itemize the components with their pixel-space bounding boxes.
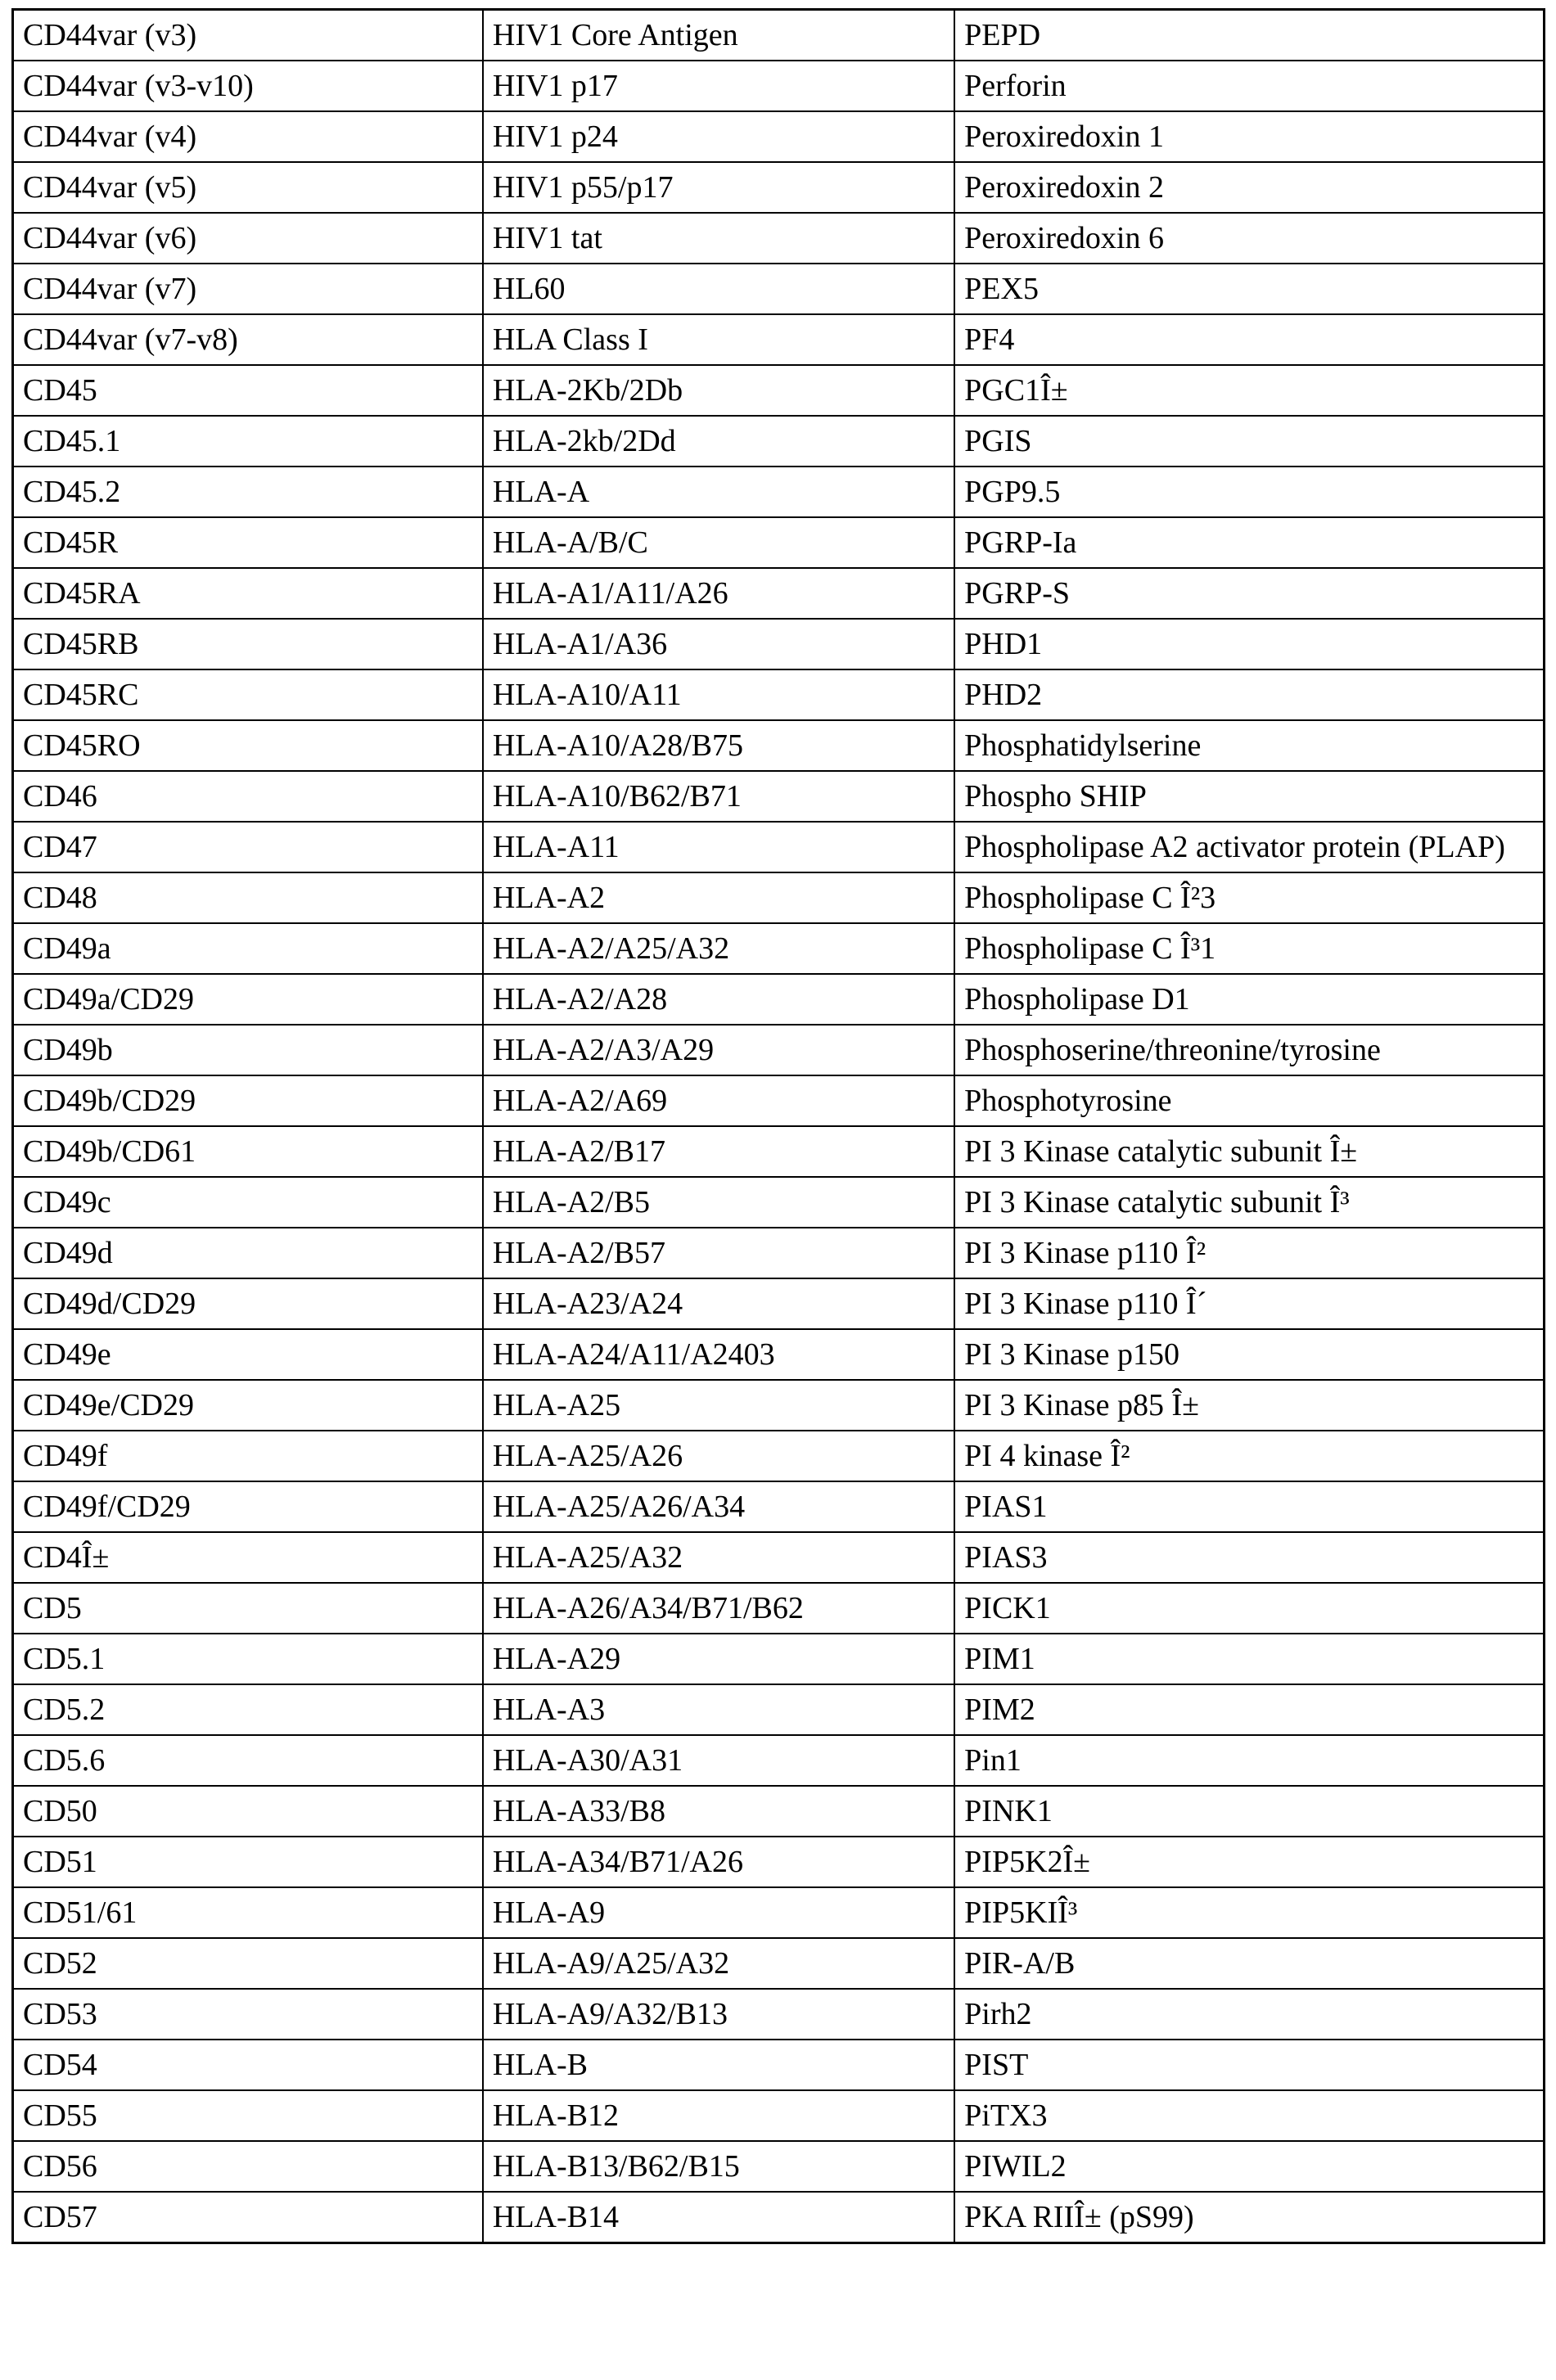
table-row bbox=[13, 1684, 1545, 1735]
table-cell: HLA-2Kb/2Db bbox=[483, 365, 954, 416]
table-cell: PIST bbox=[954, 2040, 1544, 2090]
table-row bbox=[13, 771, 1545, 822]
table-row bbox=[13, 619, 1545, 669]
table-row bbox=[13, 517, 1545, 568]
table-row bbox=[13, 1532, 1545, 1583]
table-row bbox=[13, 314, 1545, 365]
table-row bbox=[13, 1634, 1545, 1684]
table-cell: CD45R bbox=[13, 517, 483, 568]
table-cell: HIV1 p17 bbox=[483, 61, 954, 111]
table-cell: PHD2 bbox=[954, 669, 1544, 720]
table-cell: CD5.1 bbox=[13, 1634, 483, 1684]
table-cell: CD55 bbox=[13, 2090, 483, 2141]
table-row bbox=[13, 111, 1545, 162]
table-cell: CD49c bbox=[13, 1177, 483, 1228]
table-cell: HLA-A2 bbox=[483, 872, 954, 923]
table-cell: PI 4 kinase Î² bbox=[954, 1431, 1544, 1481]
table-cell: HLA-A25/A26/A34 bbox=[483, 1481, 954, 1532]
table-cell: HLA-A9 bbox=[483, 1887, 954, 1938]
table-row bbox=[13, 1431, 1545, 1481]
table-cell: Peroxiredoxin 6 bbox=[954, 213, 1544, 264]
table-row bbox=[13, 1278, 1545, 1329]
table-row bbox=[13, 1583, 1545, 1634]
antibody-list-table bbox=[11, 8, 1545, 2244]
table-cell: PI 3 Kinase p85 Î± bbox=[954, 1380, 1544, 1431]
table-row bbox=[13, 1380, 1545, 1431]
table-cell: HLA-A2/B5 bbox=[483, 1177, 954, 1228]
table-cell: CD49b bbox=[13, 1025, 483, 1075]
table-cell: PIM1 bbox=[954, 1634, 1544, 1684]
table-cell: CD57 bbox=[13, 2192, 483, 2243]
table-cell: PGIS bbox=[954, 416, 1544, 467]
table-cell: CD45RO bbox=[13, 720, 483, 771]
table-row bbox=[13, 2192, 1545, 2243]
table-cell: CD51 bbox=[13, 1837, 483, 1887]
table-cell: HLA-A23/A24 bbox=[483, 1278, 954, 1329]
table-cell: PI 3 Kinase p110 Î² bbox=[954, 1228, 1544, 1278]
table-cell: HLA-A10/A11 bbox=[483, 669, 954, 720]
table-cell: HIV1 p24 bbox=[483, 111, 954, 162]
table-cell: CD49a/CD29 bbox=[13, 974, 483, 1025]
table-row bbox=[13, 264, 1545, 314]
table-cell: HLA-A2/A3/A29 bbox=[483, 1025, 954, 1075]
table-row bbox=[13, 1075, 1545, 1126]
antibody-table-body bbox=[13, 10, 1545, 2243]
table-cell: HLA-A25/A26 bbox=[483, 1431, 954, 1481]
table-cell: CD49e bbox=[13, 1329, 483, 1380]
table-cell: CD45RC bbox=[13, 669, 483, 720]
table-row bbox=[13, 822, 1545, 872]
table-cell: PIWIL2 bbox=[954, 2141, 1544, 2192]
table-row bbox=[13, 974, 1545, 1025]
table-cell: CD46 bbox=[13, 771, 483, 822]
table-cell: HIV1 tat bbox=[483, 213, 954, 264]
table-cell: HLA-A11 bbox=[483, 822, 954, 872]
table-cell: PGRP-S bbox=[954, 568, 1544, 619]
table-row bbox=[13, 162, 1545, 213]
table-cell: HLA-B bbox=[483, 2040, 954, 2090]
table-cell: HLA-A1/A36 bbox=[483, 619, 954, 669]
table-cell: HLA-A26/A34/B71/B62 bbox=[483, 1583, 954, 1634]
table-cell: CD49f/CD29 bbox=[13, 1481, 483, 1532]
table-cell: PF4 bbox=[954, 314, 1544, 365]
table-row bbox=[13, 923, 1545, 974]
table-row bbox=[13, 416, 1545, 467]
table-cell: Phospholipase C Î³1 bbox=[954, 923, 1544, 974]
table-cell: HLA-A2/B17 bbox=[483, 1126, 954, 1177]
table-cell: HLA-A33/B8 bbox=[483, 1786, 954, 1837]
table-cell: CD44var (v6) bbox=[13, 213, 483, 264]
table-cell: HLA-A10/A28/B75 bbox=[483, 720, 954, 771]
table-cell: CD45RB bbox=[13, 619, 483, 669]
table-cell: CD45 bbox=[13, 365, 483, 416]
table-cell: CD54 bbox=[13, 2040, 483, 2090]
table-cell: Phospholipase C Î²3 bbox=[954, 872, 1544, 923]
table-cell: PIM2 bbox=[954, 1684, 1544, 1735]
table-row bbox=[13, 61, 1545, 111]
table-row bbox=[13, 1989, 1545, 2040]
table-cell: CD44var (v3-v10) bbox=[13, 61, 483, 111]
table-cell: CD48 bbox=[13, 872, 483, 923]
table-row bbox=[13, 1786, 1545, 1837]
table-row bbox=[13, 1735, 1545, 1786]
table-cell: HLA-A2/A28 bbox=[483, 974, 954, 1025]
table-cell: PIAS1 bbox=[954, 1481, 1544, 1532]
table-cell: CD5.2 bbox=[13, 1684, 483, 1735]
table-cell: Phosphotyrosine bbox=[954, 1075, 1544, 1126]
table-cell: PICK1 bbox=[954, 1583, 1544, 1634]
table-cell: HLA-A/B/C bbox=[483, 517, 954, 568]
table-cell: PHD1 bbox=[954, 619, 1544, 669]
table-cell: PKA RIIÎ± (pS99) bbox=[954, 2192, 1544, 2243]
table-cell: PIAS3 bbox=[954, 1532, 1544, 1583]
table-cell: CD44var (v7) bbox=[13, 264, 483, 314]
table-cell: HLA-A30/A31 bbox=[483, 1735, 954, 1786]
table-cell: CD45RA bbox=[13, 568, 483, 619]
table-cell: CD44var (v7-v8) bbox=[13, 314, 483, 365]
table-cell: HLA-A9/A25/A32 bbox=[483, 1938, 954, 1989]
table-row bbox=[13, 1228, 1545, 1278]
table-cell: HIV1 p55/p17 bbox=[483, 162, 954, 213]
table-cell: CD49b/CD61 bbox=[13, 1126, 483, 1177]
table-cell: Pin1 bbox=[954, 1735, 1544, 1786]
table-cell: HLA-A34/B71/A26 bbox=[483, 1837, 954, 1887]
table-row bbox=[13, 2090, 1545, 2141]
table-cell: HLA-A2/A69 bbox=[483, 1075, 954, 1126]
table-cell: Pirh2 bbox=[954, 1989, 1544, 2040]
table-cell: CD44var (v5) bbox=[13, 162, 483, 213]
table-cell: HLA-B12 bbox=[483, 2090, 954, 2141]
table-row bbox=[13, 1329, 1545, 1380]
table-row bbox=[13, 1887, 1545, 1938]
table-cell: CD49b/CD29 bbox=[13, 1075, 483, 1126]
table-row bbox=[13, 10, 1545, 61]
table-cell: PiTX3 bbox=[954, 2090, 1544, 2141]
table-cell: CD5 bbox=[13, 1583, 483, 1634]
table-cell: CD49d/CD29 bbox=[13, 1278, 483, 1329]
table-row bbox=[13, 1025, 1545, 1075]
table-cell: HLA-A29 bbox=[483, 1634, 954, 1684]
table-cell: PINK1 bbox=[954, 1786, 1544, 1837]
table-cell: PIP5K2Î± bbox=[954, 1837, 1544, 1887]
table-cell: CD5.6 bbox=[13, 1735, 483, 1786]
table-row bbox=[13, 568, 1545, 619]
table-row bbox=[13, 1938, 1545, 1989]
table-row bbox=[13, 1126, 1545, 1177]
table-cell: HLA-B13/B62/B15 bbox=[483, 2141, 954, 2192]
table-cell: HLA-2kb/2Dd bbox=[483, 416, 954, 467]
table-cell: CD49f bbox=[13, 1431, 483, 1481]
table-cell: HLA-A9/A32/B13 bbox=[483, 1989, 954, 2040]
table-row bbox=[13, 365, 1545, 416]
table-cell: Phosphoserine/threonine/tyrosine bbox=[954, 1025, 1544, 1075]
table-cell: CD47 bbox=[13, 822, 483, 872]
table-row bbox=[13, 467, 1545, 517]
table-cell: HLA-A bbox=[483, 467, 954, 517]
table-cell: CD53 bbox=[13, 1989, 483, 2040]
table-cell: PEX5 bbox=[954, 264, 1544, 314]
table-cell: CD49a bbox=[13, 923, 483, 974]
table-cell: HL60 bbox=[483, 264, 954, 314]
table-cell: Phosphatidylserine bbox=[954, 720, 1544, 771]
table-cell: HLA-A10/B62/B71 bbox=[483, 771, 954, 822]
table-cell: HLA-A2/B57 bbox=[483, 1228, 954, 1278]
table-cell: PGRP-Ia bbox=[954, 517, 1544, 568]
table-row bbox=[13, 669, 1545, 720]
table-cell: Phospho SHIP bbox=[954, 771, 1544, 822]
table-cell: HIV1 Core Antigen bbox=[483, 10, 954, 61]
table-cell: HLA-A25/A32 bbox=[483, 1532, 954, 1583]
table-cell: HLA-A3 bbox=[483, 1684, 954, 1735]
table-cell: CD45.2 bbox=[13, 467, 483, 517]
table-cell: PI 3 Kinase p110 Î´ bbox=[954, 1278, 1544, 1329]
table-cell: HLA-A25 bbox=[483, 1380, 954, 1431]
table-cell: PI 3 Kinase catalytic subunit Î³ bbox=[954, 1177, 1544, 1228]
table-cell: PI 3 Kinase p150 bbox=[954, 1329, 1544, 1380]
table-cell: PIR-A/B bbox=[954, 1938, 1544, 1989]
table-row bbox=[13, 213, 1545, 264]
table-row bbox=[13, 1837, 1545, 1887]
table-cell: HLA-A2/A25/A32 bbox=[483, 923, 954, 974]
table-row bbox=[13, 2141, 1545, 2192]
table-cell: HLA-A1/A11/A26 bbox=[483, 568, 954, 619]
table-row bbox=[13, 2040, 1545, 2090]
table-cell: Perforin bbox=[954, 61, 1544, 111]
table-cell: HLA Class I bbox=[483, 314, 954, 365]
table-cell: Peroxiredoxin 1 bbox=[954, 111, 1544, 162]
table-cell: CD49d bbox=[13, 1228, 483, 1278]
table-cell: CD56 bbox=[13, 2141, 483, 2192]
table-cell: PIP5KIÎ³ bbox=[954, 1887, 1544, 1938]
table-cell: CD4Î± bbox=[13, 1532, 483, 1583]
table-cell: PI 3 Kinase catalytic subunit Î± bbox=[954, 1126, 1544, 1177]
table-cell: PGC1Î± bbox=[954, 365, 1544, 416]
table-cell: CD49e/CD29 bbox=[13, 1380, 483, 1431]
table-row bbox=[13, 872, 1545, 923]
table-row bbox=[13, 720, 1545, 771]
table-cell: Peroxiredoxin 2 bbox=[954, 162, 1544, 213]
table-cell: PGP9.5 bbox=[954, 467, 1544, 517]
table-cell: CD50 bbox=[13, 1786, 483, 1837]
table-row bbox=[13, 1177, 1545, 1228]
table-cell: PEPD bbox=[954, 10, 1544, 61]
table-cell: HLA-A24/A11/A2403 bbox=[483, 1329, 954, 1380]
table-cell: Phospholipase D1 bbox=[954, 974, 1544, 1025]
table-cell: CD44var (v4) bbox=[13, 111, 483, 162]
table-cell: CD44var (v3) bbox=[13, 10, 483, 61]
table-cell: Phospholipase A2 activator protein (PLAP) bbox=[954, 822, 1544, 872]
table-cell: CD52 bbox=[13, 1938, 483, 1989]
table-row bbox=[13, 1481, 1545, 1532]
table-cell: CD45.1 bbox=[13, 416, 483, 467]
table-cell: CD51/61 bbox=[13, 1887, 483, 1938]
table-cell: HLA-B14 bbox=[483, 2192, 954, 2243]
